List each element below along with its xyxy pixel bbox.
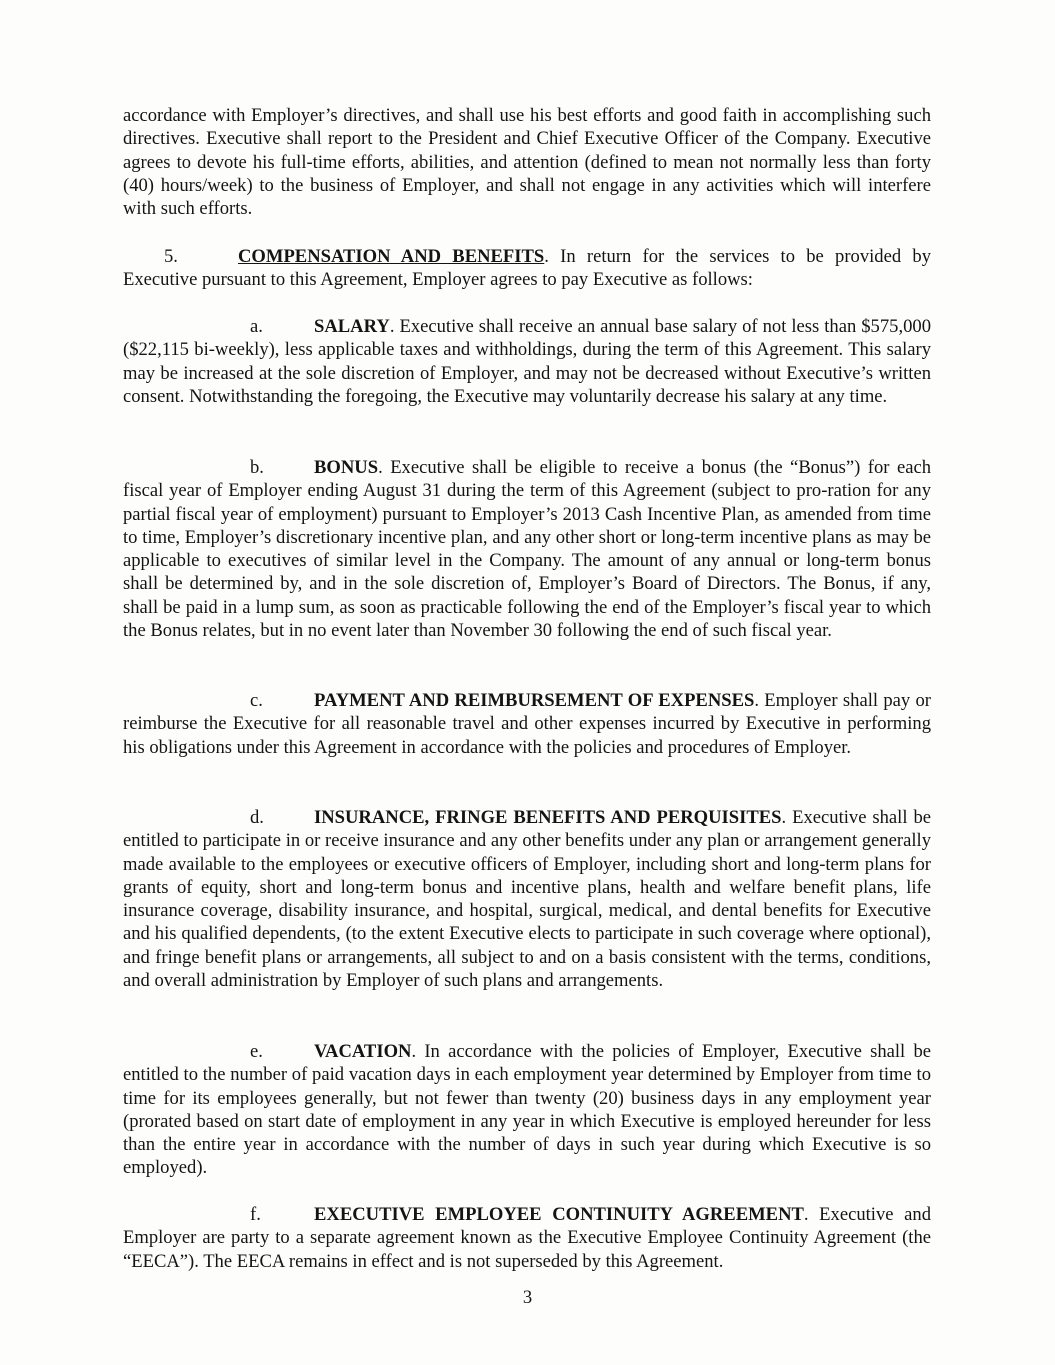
subsection-letter: b.: [250, 457, 264, 478]
section-5-compensation: [123, 245, 931, 292]
subsection-heading: INSURANCE, FRINGE BENEFITS AND PERQUISITES: [314, 807, 782, 828]
subsection-text: . Executive shall be entitled to participate in or receive insurance and any other benefits under any plan or arrangement generally made available to the employees or executive officers of Employer, including short and long-term plans for grants of equity, short and long-term bonus and incentive plans, health and welfare benefit plans, life insurance coverage, disability insurance, and hospital, surgical, medical, and dental benefits for Executive and his qualified dependents, (to the extent Executive elects to participate in such coverage where optional), and fringe benefit plans or arrangements, all subject to and on a basis consistent with the terms, conditions, and overall administration by Employer of such plans and arrangements.: [123, 807, 931, 992]
section-number: 5.: [164, 246, 178, 267]
paragraph-text: accordance with Employer’s directives, and shall use his best efforts and good faith in accomplishing such directives. Executive shall report to the President and Chief Executive Officer of the Company. Executive agrees to devote his full-time efforts, abilities, and attention (defined to mean not normally less than forty (40) hours/week) to the business of Employer, and shall not engage in any activities which will interfere with such efforts.: [123, 105, 931, 220]
subsection-letter: a.: [250, 316, 263, 337]
section-heading: COMPENSATION AND BENEFITS: [238, 246, 545, 267]
subsection-f-continuity: [123, 1203, 931, 1273]
subsection-a-salary: [123, 315, 931, 408]
subsection-heading: EXECUTIVE EMPLOYEE CONTINUITY AGREEMENT: [314, 1204, 804, 1225]
subsection-text: . Executive shall receive an annual base salary of not less than $575,000 ($22,115 bi-weekly), less applicable taxes and withholdings, during the term of this Agreement. This salary may be increased at the sole discretion of Employer, and may not be decreased without Executive’s written consent. Notwithstanding the foregoing, the Executive may voluntarily decrease his salary at any time.: [123, 316, 931, 407]
subsection-letter: e.: [250, 1041, 263, 1062]
subsection-text: . Executive shall be eligible to receive a bonus (the “Bonus”) for each fiscal year of Employer ending August 31 during the term of this Agreement (subject to pro-ration for any partial fiscal year of employment) pursuant to Employer’s 2013 Cash Incentive Plan, as amended from time to time, Employer’s discretionary incentive plan, and any other short or long-term incentive plans as may be applicable to executives of similar level in the Company. The amount of any annual or long-term bonus shall be determined by, and in the sole discretion of, Employer’s Board of Directors. The Bonus, if any, shall be paid in a lump sum, as soon as practicable following the end of the Employer’s fiscal year to which the Bonus relates, but in no event later than November 30 following the end of such fiscal year.: [123, 457, 931, 642]
subsection-text: . In accordance with the policies of Employer, Executive shall be entitled to the number of paid vacation days in each employment year determined by Employer from time to time for its employees generally, but not fewer than twenty (20) business days in any employment year (prorated based on start date of employment in any year in which Executive is employed hereunder for less than the entire year in accordance with the number of days in such year during which Executive is so employed).: [123, 1041, 931, 1179]
subsection-text: . Executive and Employer are party to a separate agreement known as the Executive Employee Continuity Agreement (the “EECA”). The EECA remains in effect and is not superseded by this Agreement.: [123, 1204, 931, 1272]
subsection-letter: d.: [250, 807, 264, 828]
subsection-e-vacation: [123, 1040, 931, 1180]
paragraph-employer-directives: [123, 104, 931, 220]
subsection-letter: f.: [250, 1204, 261, 1225]
page-number: 3: [522, 1287, 533, 1308]
subsection-letter: c.: [250, 690, 263, 711]
subsection-d-insurance: [123, 806, 931, 992]
subsection-heading: VACATION: [314, 1041, 412, 1062]
subsection-heading: PAYMENT AND REIMBURSEMENT OF EXPENSES: [314, 690, 755, 711]
section-text: . In return for the services to be provided by Executive pursuant to this Agreement, Employer agrees to pay Executive as follows:: [123, 246, 931, 291]
subsection-heading: BONUS: [314, 457, 379, 478]
subsection-c-expenses: [123, 689, 931, 759]
subsection-b-bonus: [123, 456, 931, 642]
subsection-heading: SALARY: [314, 316, 390, 337]
subsection-text: . Employer shall pay or reimburse the Executive for all reasonable travel and other expenses incurred by Executive in performing his obligations under this Agreement in accordance with the policies and procedures of Employer.: [123, 690, 931, 758]
